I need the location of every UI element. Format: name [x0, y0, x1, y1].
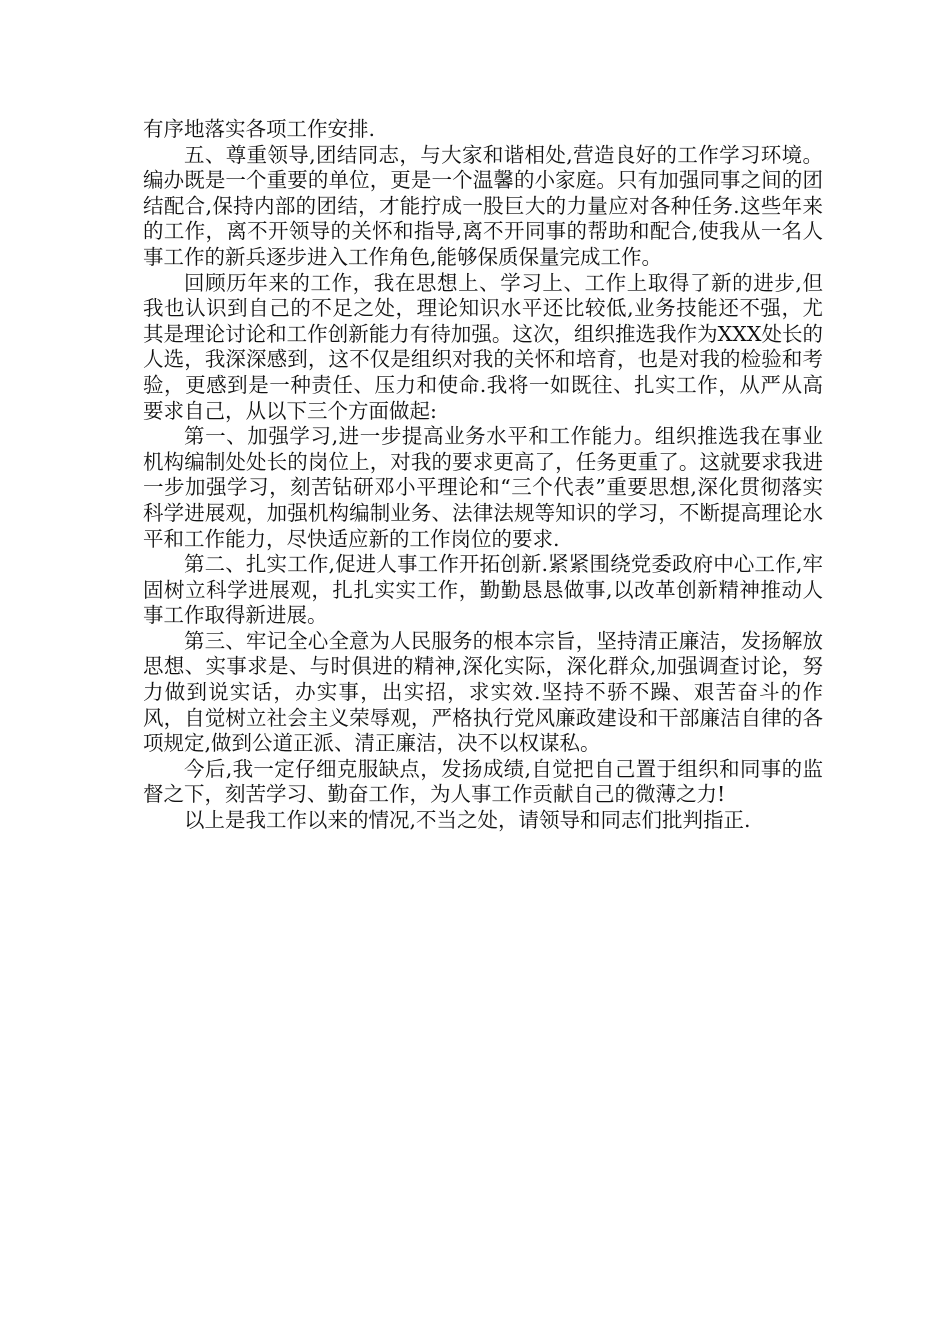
paragraph-future: 今后,我一定仔细克服缺点，发扬成绩,自觉把自己置于组织和同事的监督之下，刻苦学习、勤奋工作，为人事工作贡献自己的微薄之力! [143, 756, 823, 807]
paragraph-first: 第一、加强学习,进一步提高业务水平和工作能力。组织推选我在事业机构编制处处长的岗位上，对我的要求更高了，任务更重了。这就要求我进一步加强学习，刻苦钻研邓小平理论和“三个代表”重要思想,深化贯彻落实科学进展观，加强机构编制业务、法律法规等知识的学习，不断提高理论水平和工作能力，尽快适应新的工作岗位的要求. [143, 424, 823, 551]
paragraph-third: 第三、牢记全心全意为人民服务的根本宗旨，坚持清正廉洁，发扬解放思想、实事求是、与时俱进的精神,深化实际，深化群众,加强调查讨论，努力做到说实话，办实事，出实招，求实效.坚持不骄不躁、艰苦奋斗的作风，自觉树立社会主义荣辱观，严格执行党风廉政建设和干部廉洁自律的各项规定,做到公道正派、清正廉洁，决不以权谋私。 [143, 628, 823, 756]
paragraph-continuation: 有序地落实各项工作安排. [143, 117, 376, 141]
paragraph-review: 回顾历年来的工作，我在思想上、学习上、工作上取得了新的进步,但我也认识到自己的不足之处，理论知识水平还比较低,业务技能还不强，尤其是理论讨论和工作创新能力有待加强。这次，组织推选我作为XXX处长的人选，我深深感到，这不仅是组织对我的关怀和培育，也是对我的检验和考验，更感到是一种责任、压力和使命.我将一如既往、扎实工作，从严从高要求自己，从以下三个方面做起: [143, 270, 823, 423]
document-body [143, 117, 823, 834]
paragraph-closing: 以上是我工作以来的情况,不当之处，请领导和同志们批判指正. [184, 808, 751, 833]
paragraph-item-five: 五、尊重领导,团结同志，与大家和谐相处,营造良好的工作学习环境。编办既是一个重要的单位，更是一个温馨的小家庭。只有加强同事之间的团结配合,保持内部的团结，才能拧成一股巨大的力量应对各种任务.这些年来的工作，离不开领导的关怀和指导,离不开同事的帮助和配合,使我从一名人事工作的新兵逐步进入工作角色,能够保质保量完成工作。 [143, 142, 823, 269]
paragraph-second: 第二、扎实工作,促进人事工作开拓创新.紧紧围绕党委政府中心工作,牢固树立科学进展观，扎扎实实工作，勤勤恳恳做事,以改革创新精神推动人事工作取得新进展。 [143, 552, 823, 628]
